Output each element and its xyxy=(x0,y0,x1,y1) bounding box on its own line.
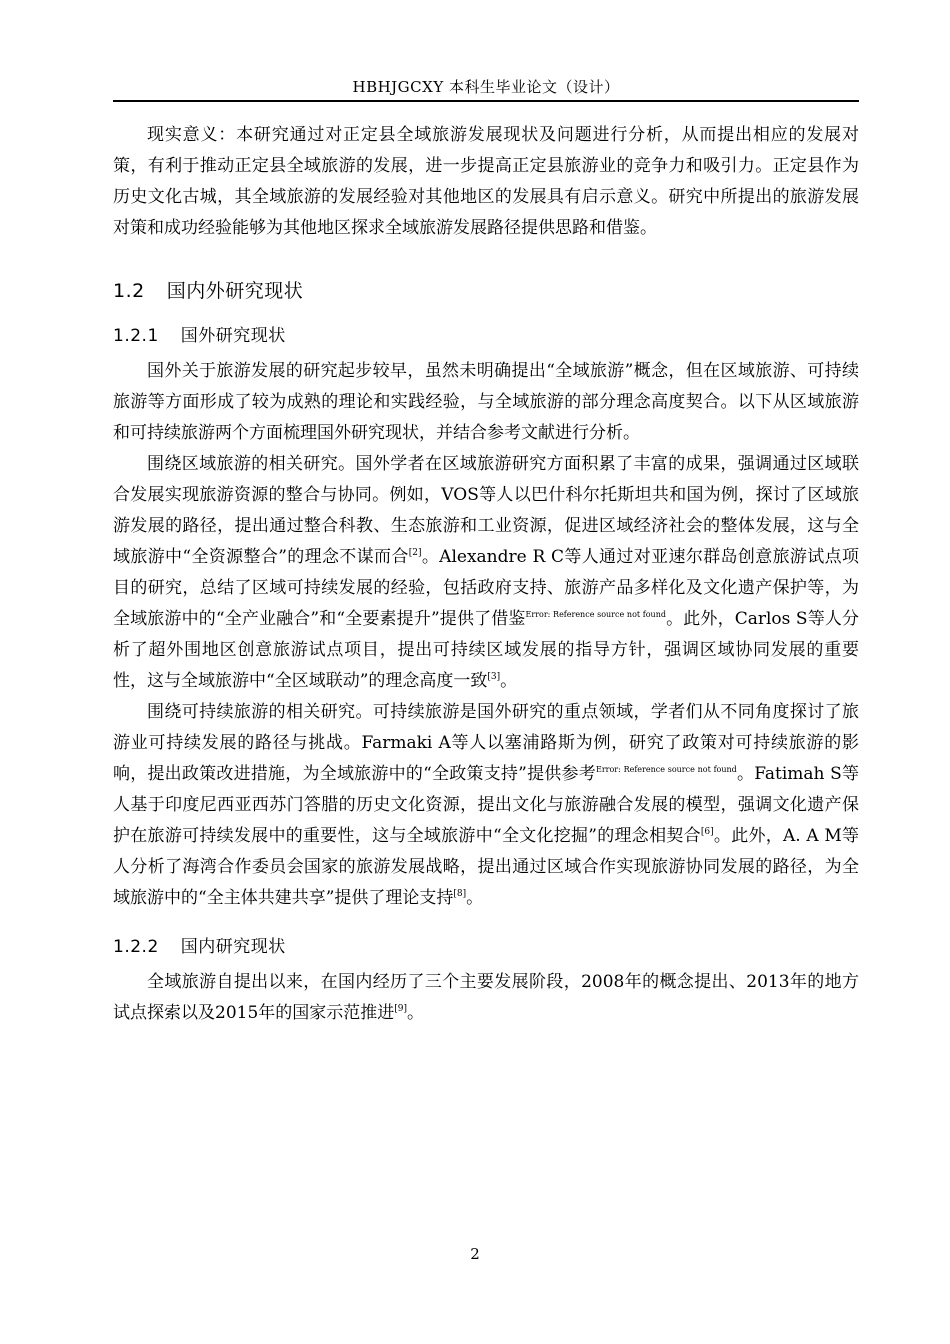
paragraph-domestic-overview xyxy=(113,967,859,1029)
text-run: 全域旅游自提出以来，在国内经历了三个主要发展阶段，2008年的概念提出、2013年的地方试点探索以及2015年的国家示范推进 xyxy=(113,972,859,1023)
document-body xyxy=(113,120,859,1029)
paragraph-foreign-overview: 国外关于旅游发展的研究起步较早，虽然未明确提出“全域旅游”概念，但在区域旅游、可持续旅游等方面形成了较为成熟的理论和实践经验，与全域旅游的部分理念高度契合。以下从区域旅游和可持续旅游两个方面梳理国外研究现状，并结合参考文献进行分析。 xyxy=(113,361,859,443)
text-run: 。此外，Carlos S等人分析了超外围地区创意旅游试点项目，提出可持续区域发展的指导方针，强调区域协同发展的重要性，这与全域旅游中“全区域联动”的理念高度一致 xyxy=(113,609,860,691)
header-rule xyxy=(113,100,859,102)
text-run: 。Fatimah S等人基于印度尼西亚西苏门答腊的历史文化资源，提出文化与旅游融合发展的模型，强调文化遗产保护在旅游可持续发展中的重要性，这与全域旅游中“全文化挖掘”的理念相契合 xyxy=(113,764,859,846)
section-heading-1-2 xyxy=(113,276,859,303)
citation[interactable]: [6] xyxy=(700,827,714,837)
text-run: 。 xyxy=(500,671,518,691)
section-title: 国内外研究现状 xyxy=(166,280,304,302)
section-heading-1-2-2 xyxy=(113,932,859,957)
intro-paragraph: 现实意义：本研究通过对正定县全域旅游发展现状及问题进行分析，从而提出相应的发展对策，有利于推动正定县全域旅游的发展，进一步提高正定县旅游业的竞争力和吸引力。正定县作为历史文化古城，其全域旅游的发展经验对其他地区的发展具有启示意义。研究中所提出的旅游发展对策和成功经验能够为其他地区探求全域旅游发展路径提供思路和借鉴。 xyxy=(113,125,859,238)
text-run: 。Alexandre R C等人通过对亚速尔群岛创意旅游试点项目的研究，总结了区域可持续发展的经验，包括政府支持、旅游产品多样化及文化遗产保护等，为全域旅游中的“全产业融合”和“全要素提升”提供了借鉴 xyxy=(113,547,859,629)
citation[interactable]: [2] xyxy=(408,548,422,558)
section-number: 1.2.1 xyxy=(113,326,159,346)
section-number: 1.2.2 xyxy=(113,937,159,957)
text-run: 围绕区域旅游的相关研究。国外学者在区域旅游研究方面积累了丰富的成果，强调通过区域联合发展实现旅游资源的整合与协同。例如，VOS等人以巴什科尔托斯坦共和国为例，探讨了区域旅游发展的路径，提出通过整合科教、生态旅游和工业资源，促进区域经济社会的整体发展，这与全域旅游中“全资源整合”的理念不谋而合 xyxy=(113,454,859,567)
section-title: 国外研究现状 xyxy=(180,326,286,346)
citation-error: Error: Reference source not found xyxy=(595,765,737,774)
citation[interactable]: [9] xyxy=(394,1004,408,1014)
text-run: 。此外，A. A M等人分析了海湾合作委员会国家的旅游发展战略，提出通过区域合作实现旅游协同发展的路径，为全域旅游中的“全主体共建共享”提供了理论支持 xyxy=(113,826,860,908)
page-number: 2 xyxy=(470,1245,480,1263)
citation[interactable]: [8] xyxy=(453,889,467,899)
section-heading-1-2-1 xyxy=(113,321,859,346)
section-number: 1.2 xyxy=(113,280,145,302)
paragraph-sustainable-tourism xyxy=(113,697,859,914)
text-run: 。 xyxy=(407,1003,425,1023)
citation-error: Error: Reference source not found xyxy=(525,610,666,619)
text-run: 围绕可持续旅游的相关研究。可持续旅游是国外研究的重点领域，学者们从不同角度探讨了旅游业可持续发展的路径与挑战。Farmaki A等人以塞浦路斯为例，研究了政策对可持续旅游的影响，提出政策改进措施，为全域旅游中的“全政策支持”提供参考 xyxy=(113,702,859,784)
running-header: HBHJGCXY 本科生毕业论文（设计） xyxy=(352,78,620,96)
citation[interactable]: [3] xyxy=(487,672,501,682)
paragraph-regional-tourism xyxy=(113,449,859,697)
section-title: 国内研究现状 xyxy=(180,937,286,957)
text-run: 。 xyxy=(466,888,484,908)
